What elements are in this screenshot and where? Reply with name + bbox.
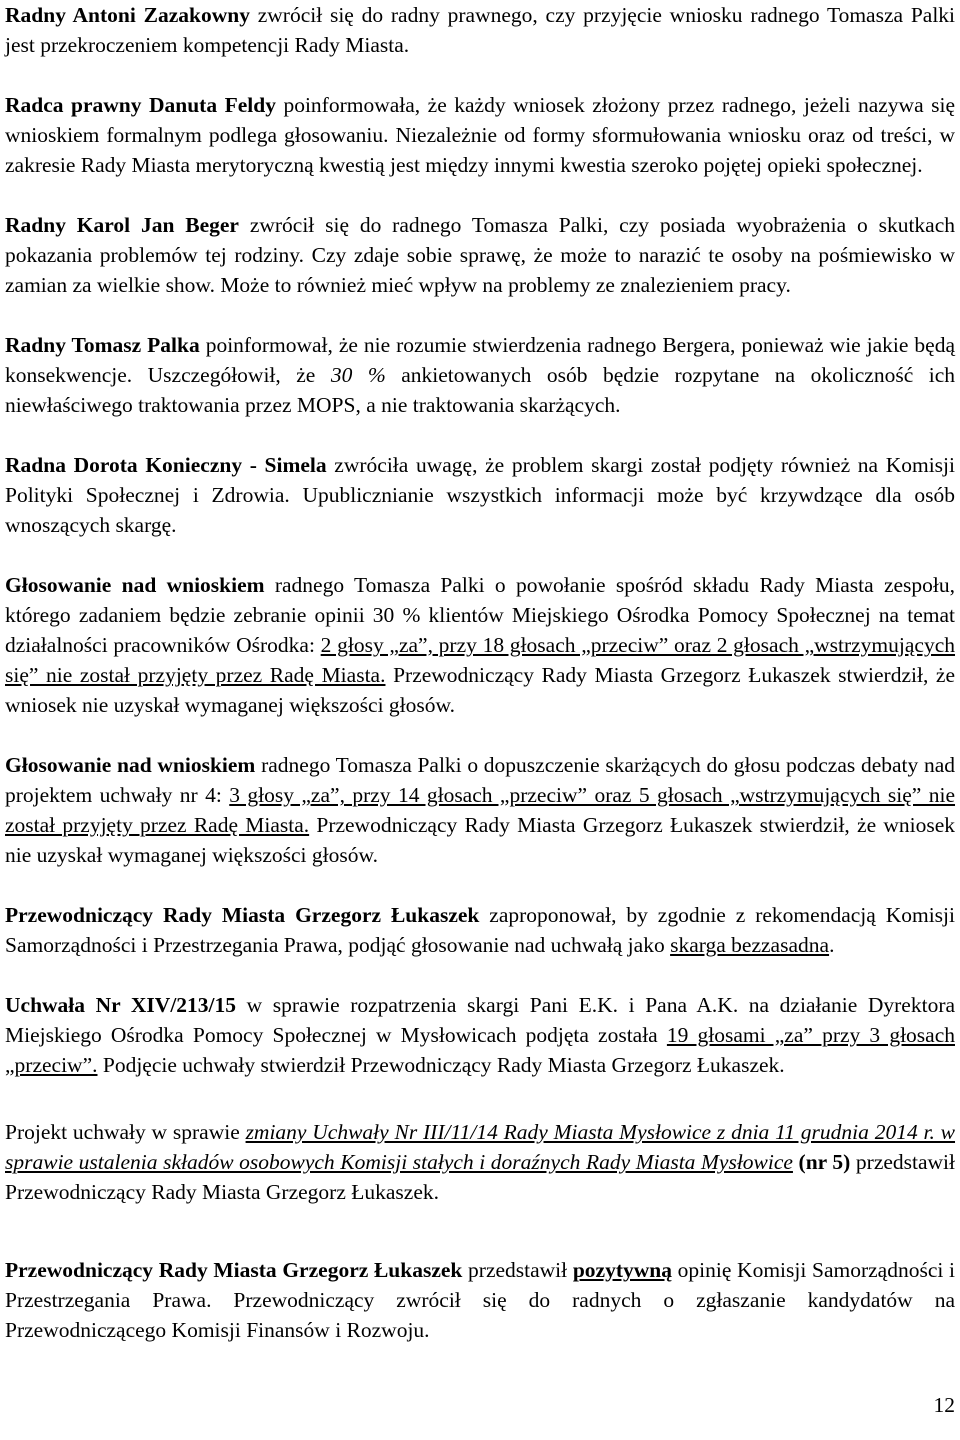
vote-result: 2 głosy „za”, przy 18 głosach „przeciw” oraz 2 głosach „wstrzymujących się” nie został przyjęty przez Radę Miasta. xyxy=(5,633,956,687)
paragraph-vote-complainants-motion xyxy=(5,750,955,870)
speaker-name: Przewodniczący Rady Miasta Grzegorz Łukaszek xyxy=(5,1258,463,1282)
decision-text: skarga bezzasadna xyxy=(670,933,830,957)
paragraph-vote-team-motion xyxy=(5,570,955,720)
speaker-name: Radny Antoni Zazakowny xyxy=(5,3,250,27)
speaker-name: Radna Dorota Konieczny - Simela xyxy=(5,453,327,477)
paragraph-text: Przewodniczący Rady Miasta Grzegorz Łukaszek stwierdził, że wniosek nie uzyskał wymaganej większości głosów. xyxy=(5,663,956,717)
speaker-name: Radny Karol Jan Beger xyxy=(5,213,239,237)
speaker-name: Radny Tomasz Palka xyxy=(5,333,200,357)
paragraph-chairman-opinion xyxy=(5,1255,955,1345)
vote-result: 3 głosy „za”, przy 14 głosach „przeciw” oraz 5 głosach „wstrzymujących się” nie został przyjęty przez Radę Miasta. xyxy=(5,783,956,837)
paragraph-text: radnego Tomasza Palki o powołanie spośród składu Rady Miasta zespołu, którego zadaniem będzie zebranie opinii 30 % klientów Miejskiego Ośrodka Pomocy Społecznej na temat działalności pracowników Ośrodka: xyxy=(5,573,956,657)
paragraph-feldy xyxy=(5,90,955,180)
paragraph-palka xyxy=(5,330,955,420)
paragraph-text: zwrócił się do radnego Tomasza Palki, czy posiada wyobrażenia o skutkach pokazania problemów tej rodziny. Czy zdaje sobie sprawę, że może to narazić te osoby na pośmiewisko w zamian za wielkie show. Może to również mieć wpływ na problemy ze znalezieniem pracy. xyxy=(5,213,956,297)
paragraph-text: ankietowanych osób będzie rozpytane na okoliczność ich niewłaściwego traktowania przez MOPS, a nie traktowania skarżących. xyxy=(5,363,956,417)
paragraph-draft-resolution xyxy=(5,1117,955,1207)
vote-heading: Głosowanie nad wnioskiem xyxy=(5,573,265,597)
paragraph-zazakowny xyxy=(5,0,955,60)
paragraph-text: przedstawił Przewodniczący Rady Miasta Grzegorz Łukaszek. xyxy=(5,1150,956,1204)
opinion-value: pozytywną xyxy=(572,1258,672,1282)
paragraph-text: Przewodniczący Rady Miasta Grzegorz Łukaszek stwierdził, że wniosek nie uzyskał wymaganej większości głosów. xyxy=(5,813,955,867)
paragraph-resolution xyxy=(5,990,955,1080)
paragraph-text: przedstawił xyxy=(468,1258,568,1282)
vote-heading: Głosowanie nad wnioskiem xyxy=(5,753,256,777)
paragraph-text: poinformował, że nie rozumie stwierdzenia radnego Bergera, ponieważ wie jakie będą konsekwencje. Uszczegółowił, że xyxy=(5,333,955,387)
resolution-number: Uchwała Nr XIV/213/15 xyxy=(5,993,237,1017)
paragraph-text: w sprawie rozpatrzenia skargi Pani E.K. i Pana A.K. na działanie Dyrektora Miejskiego Ośrodka Pomocy Społecznej w Mysłowicach podjęta została xyxy=(5,993,956,1047)
paragraph-text: zaproponował, by zgodnie z rekomendacją Komisji Samorządności i Przestrzegania Prawa, podjąć głosowanie nad uchwałą jako xyxy=(5,903,955,957)
paragraph-text: poinformowała, że każdy wniosek złożony przez radnego, jeżeli nazywa się wnioskiem formalnym podlega głosowaniu. Niezależnie od formy sformułowania wniosku oraz od treści, w zakresie Rady Miasta merytoryczną kwestią jest między innymi kwestia szeroko pojętej opieki społecznej. xyxy=(5,93,955,177)
vote-result: 19 głosami „za” przy 3 głosach „przeciw”. xyxy=(5,1023,955,1077)
paragraph-text: Podjęcie uchwały stwierdził Przewodniczący Rady Miasta Grzegorz Łukaszek. xyxy=(102,1053,785,1077)
paragraph-konieczny-simela xyxy=(5,450,955,540)
paragraph-text: . xyxy=(829,933,835,957)
resolution-title: zmiany Uchwały Nr III/11/14 Rady Miasta Mysłowice z dnia 11 grudnia 2014 r. w sprawie ustalenia składów osobowych Komisji stałych i doraźnych Rady Miasta Mysłowice xyxy=(5,1120,956,1174)
emphasis-percentage: 30 % xyxy=(330,363,386,387)
speaker-name: Przewodniczący Rady Miasta Grzegorz Łukaszek xyxy=(5,903,480,927)
paragraph-text: opinię Komisji Samorządności i Przestrzegania Prawa. Przewodniczący zwrócił się do radnych o zgłaszanie kandydatów na Przewodniczącego Komisji Finansów i Rozwoju. xyxy=(5,1258,955,1342)
paragraph-chairman-proposal xyxy=(5,900,955,960)
paragraph-text: radnego Tomasza Palki o dopuszczenie skarżących do głosu podczas debaty nad projektem uchwały nr 4: xyxy=(5,753,956,807)
paragraph-text: Projekt uchwały w sprawie xyxy=(5,1120,240,1144)
paragraph-text: zwrócił się do radny prawnego, czy przyjęcie wniosku radnego Tomasza Palki jest przekroczeniem kompetencji Rady Miasta. xyxy=(5,3,956,57)
paragraph-text: zwróciła uwagę, że problem skargi został podjęty również na Komisji Polityki Społecznej i Zdrowia. Upublicznianie wszystkich informacji może być krzywdzące dla osób wnoszących skargę. xyxy=(5,453,955,537)
speaker-name: Radca prawny Danuta Feldy xyxy=(5,93,276,117)
item-number: (nr 5) xyxy=(798,1150,851,1174)
page-number: 12 xyxy=(933,1393,955,1417)
paragraph-beger xyxy=(5,210,955,300)
